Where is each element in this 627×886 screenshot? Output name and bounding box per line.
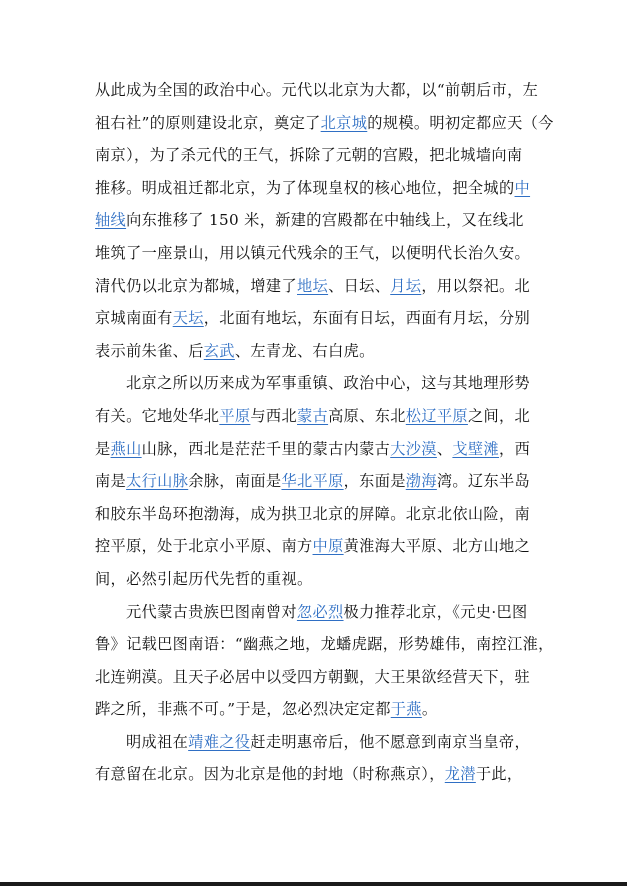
text-line bbox=[95, 530, 533, 563]
hyperlink[interactable]: 松辽平原 bbox=[405, 406, 468, 425]
hyperlink[interactable]: 北京城 bbox=[320, 113, 368, 132]
text-line bbox=[95, 270, 533, 303]
text-line bbox=[95, 465, 533, 498]
text-run: 湾。辽东半岛 bbox=[436, 472, 531, 491]
hyperlink[interactable]: 地坛 bbox=[297, 276, 329, 295]
text-run: ，西 bbox=[499, 439, 531, 458]
text-line bbox=[95, 107, 554, 140]
text-run: 之间，北 bbox=[467, 406, 531, 425]
text-line bbox=[95, 628, 554, 661]
text-line bbox=[95, 172, 533, 205]
text-line bbox=[95, 498, 533, 531]
text-run: ，东面是 bbox=[343, 472, 406, 491]
text-run: 推移。明成祖迁都北京，为了体现皇权的核心地位，把全城的 bbox=[95, 178, 515, 197]
text-line bbox=[95, 335, 533, 368]
text-line bbox=[95, 563, 533, 596]
text-run: 、日坛、 bbox=[328, 276, 391, 295]
text-run: 高原、东北 bbox=[328, 406, 406, 425]
text-line bbox=[95, 367, 533, 400]
text-run: 于此， bbox=[475, 765, 523, 784]
text-line bbox=[95, 758, 533, 791]
text-run: 北京之所以历来成为军事重镇、政治中心，这与其地理形势 bbox=[126, 374, 530, 393]
text-run: ，北面有地坛，东面有日坛，西面有月坛，分别 bbox=[203, 309, 531, 328]
hyperlink[interactable]: 龙潜 bbox=[444, 765, 476, 784]
text-line bbox=[95, 400, 533, 433]
hyperlink[interactable]: 戈壁滩 bbox=[452, 439, 500, 458]
text-run: 表示前朱雀、后 bbox=[95, 341, 204, 360]
hyperlink[interactable]: 平原 bbox=[219, 406, 251, 425]
text-line bbox=[95, 302, 533, 335]
text-run: 有意留在北京。因为北京是他的封地（时称燕京）， bbox=[95, 765, 445, 784]
hyperlink[interactable]: 中原 bbox=[312, 537, 344, 556]
text-run: 明成祖在 bbox=[126, 732, 189, 751]
text-line bbox=[95, 204, 533, 237]
text-line bbox=[95, 596, 533, 629]
text-run: 极力推荐北京，《元史·巴图 bbox=[343, 602, 528, 621]
hyperlink[interactable]: 渤海 bbox=[405, 472, 437, 491]
text-run: 向东推移了 150 米，新建的宫殿都在中轴线上，又在线北 bbox=[126, 211, 524, 230]
paragraph bbox=[95, 74, 554, 367]
text-line bbox=[95, 139, 533, 172]
text-run: 控平原，处于北京小平原、南方 bbox=[95, 537, 313, 556]
paragraph bbox=[95, 726, 533, 791]
paragraph bbox=[95, 367, 533, 595]
text-run: ，用以祭祀。北 bbox=[421, 276, 531, 295]
text-line bbox=[95, 74, 539, 107]
hyperlink[interactable]: 轴线 bbox=[95, 211, 127, 230]
hyperlink[interactable]: 月坛 bbox=[390, 276, 422, 295]
text-run: 的规模。明初定都应天（今 bbox=[367, 113, 554, 132]
hyperlink[interactable]: 蒙古 bbox=[297, 406, 329, 425]
document-page bbox=[95, 74, 554, 791]
text-run: 有关。它地处华北 bbox=[95, 406, 220, 425]
hyperlink[interactable]: 天坛 bbox=[172, 309, 204, 328]
text-run: 元代蒙古贵族巴图南曾对 bbox=[126, 602, 297, 621]
text-run: 从此成为全国的政治中心。元代以北京为大都，以“前朝后市，左 bbox=[95, 81, 539, 99]
text-run: 鲁》记载巴图南语：“幽燕之地，龙蟠虎踞，形势雄伟，南控江淮， bbox=[95, 635, 554, 654]
text-line bbox=[95, 433, 533, 466]
text-run: 南京），为了杀元代的王气，拆除了元朝的宫殿，把北城墙向南 bbox=[95, 146, 523, 165]
text-line bbox=[95, 693, 533, 726]
text-run: 清代仍以北京为都城，增建了 bbox=[95, 276, 297, 295]
text-run: 赶走明惠帝后，他不愿意到南京当皇帝， bbox=[250, 732, 530, 751]
hyperlink[interactable]: 大沙漠 bbox=[390, 439, 437, 458]
hyperlink[interactable]: 华北平原 bbox=[281, 472, 344, 491]
page-bottom-border bbox=[0, 882, 627, 886]
text-run: 间，必然引起历代先哲的重视。 bbox=[95, 569, 313, 588]
hyperlink[interactable]: 玄武 bbox=[203, 341, 235, 360]
text-run: 、 bbox=[436, 439, 453, 458]
text-run: 祖右社”的原则建设北京，奠定了 bbox=[95, 113, 321, 132]
text-line bbox=[95, 237, 533, 270]
hyperlink[interactable]: 中 bbox=[514, 178, 531, 197]
text-run: 是 bbox=[95, 439, 111, 458]
text-run: 和胶东半岛环抱渤海，成为拱卫北京的屏障。北京北依山险，南 bbox=[95, 504, 531, 523]
text-run: 跸之所，非燕不可。”于是，忽必烈决定定都 bbox=[95, 700, 391, 719]
text-run: 。 bbox=[421, 700, 438, 719]
hyperlink[interactable]: 靖难之役 bbox=[188, 732, 251, 751]
hyperlink[interactable]: 燕山 bbox=[110, 439, 142, 458]
hyperlink[interactable]: 太行山脉 bbox=[126, 472, 189, 491]
text-run: 黄淮海大平原、北方山地之 bbox=[343, 537, 531, 556]
text-run: 堆筑了一座景山，用以镇元代残余的王气，以便明代长治久安。 bbox=[95, 243, 531, 262]
text-line bbox=[95, 726, 533, 759]
text-run: 山脉，西北是茫茫千里的蒙古内蒙古 bbox=[141, 439, 391, 458]
text-run: 北连朔漠。且天子必居中以受四方朝觐，大王果欲经营天下，驻 bbox=[95, 667, 531, 686]
hyperlink[interactable]: 忽必烈 bbox=[296, 602, 344, 621]
text-run: 余脉，南面是 bbox=[188, 472, 282, 491]
hyperlink[interactable]: 于燕 bbox=[390, 700, 422, 719]
text-run: 南是 bbox=[95, 472, 127, 491]
text-run: 、左青龙、右白虎。 bbox=[234, 341, 375, 360]
text-run: 京城南面有 bbox=[95, 309, 173, 328]
text-line bbox=[95, 661, 533, 694]
paragraph bbox=[95, 596, 554, 726]
text-run: 与西北 bbox=[250, 406, 298, 425]
